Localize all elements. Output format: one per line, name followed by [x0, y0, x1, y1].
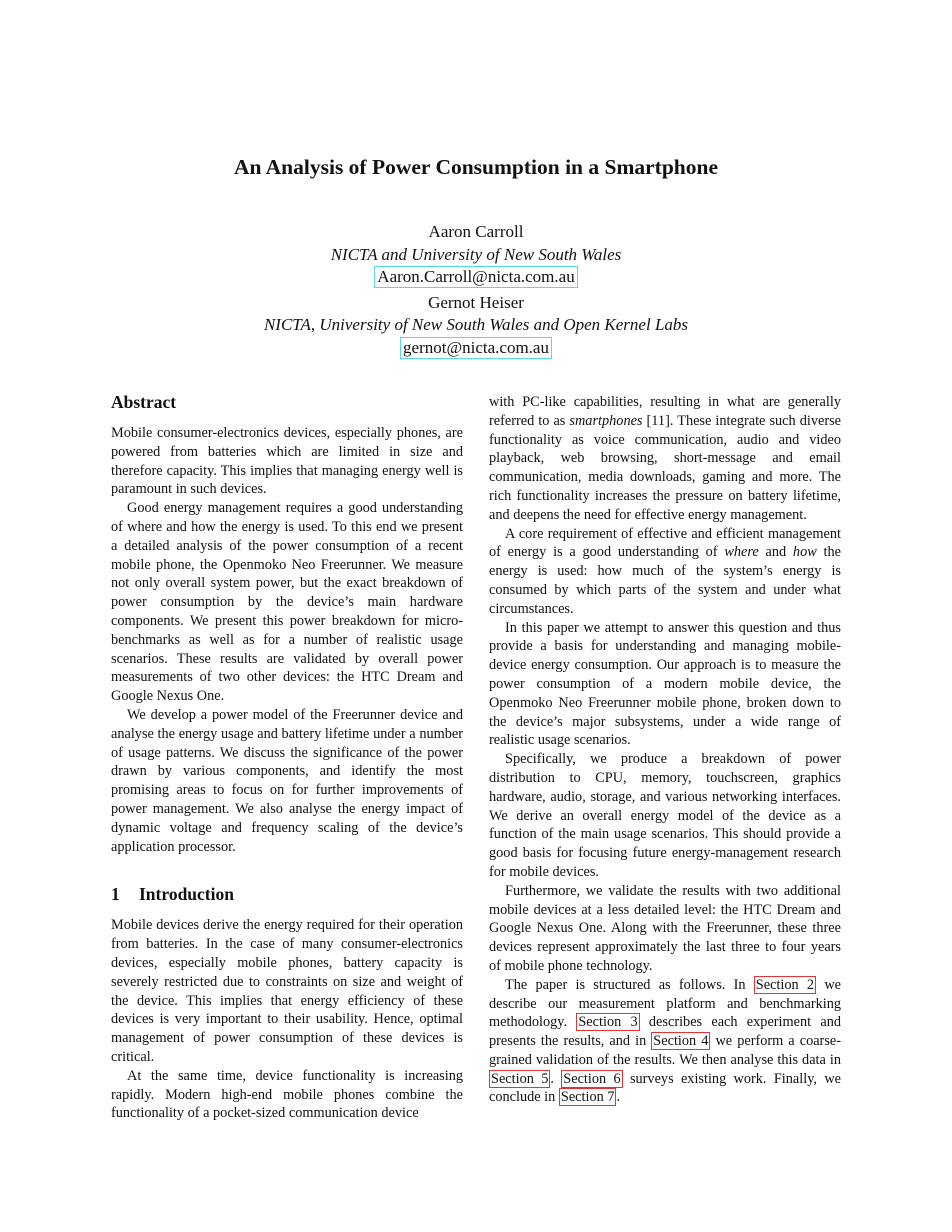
author-affiliation: NICTA, University of New South Wales and Open Kernel Labs: [263, 315, 689, 334]
intro-heading: [111, 882, 463, 906]
abstract-paragraph: Good energy management requires a good understanding of where and how the energy is used. To this end we present a detailed analysis of the power consumption of a recent mobile phone, the Openmoko Neo Freerunner. We measure not only overall system power, but the exact breakdown of power consumption by the device’s main hardware components. We present this power breakdown for micro-benchmarks as well as for a number of realistic usage scenarios. These results are validated by overall power measurements of two other devices: the HTC Dream and Google Nexus One.: [111, 500, 463, 705]
intro-paragraph: Specifically, we produce a breakdown of power distribution to CPU, memory, touchscreen, graphics hardware, audio, storage, and various networking interfaces. We derive an overall energy model of the device as a function of the main usage scenarios. This should provide a good basis for focusing future energy-management research for mobile devices.: [489, 751, 841, 880]
author-name: Aaron Carroll: [428, 222, 524, 241]
section-6-link[interactable]: Section 6: [563, 1070, 621, 1087]
intro-paragraph: A core requirement of effective and efficient management of energy is a good understanding of where and how the energy is used: how much of the system’s energy is consumed by which parts of the system and under what circumstances.: [489, 525, 841, 617]
section-4-link[interactable]: Section 4: [653, 1033, 709, 1050]
intro-paragraph: Mobile devices derive the energy required for their operation from batteries. In the case of many consumer-electronics devices, especially mobile phones, battery capacity is severely restricted due to constraints on size and weight of the device. This implies that energy efficiency of these devices is very important to their usability. Hence, optimal management of power consumption of these devices is critical.: [111, 917, 463, 1065]
author-email-link[interactable]: Aaron.Carroll@nicta.com.au: [374, 266, 577, 288]
emphasis-term: where: [724, 544, 759, 561]
abstract-heading: Abstract: [111, 392, 177, 412]
author-email-link[interactable]: gernot@nicta.com.au: [400, 337, 552, 359]
section-number: 1: [111, 884, 120, 905]
section-5-link[interactable]: Section 5: [491, 1070, 549, 1087]
intro-paragraph-structure: The paper is structured as follows. In Section 2 we describe our measurement platform and benchmarking methodology. Section 3 describes each experiment and presents the results, and in Section 4 we perform a coarse-grained validation of the results. We then analyse this data in Section 5 . Section 6 surveys existing work. Finally, we conclude in Section 7 .: [489, 976, 842, 1106]
emphasis-term: how: [792, 544, 817, 561]
section-7-link[interactable]: Section 7: [560, 1089, 615, 1106]
author-2: [0, 292, 952, 360]
paper-title: An Analysis of Power Consumption in a Smartphone: [233, 155, 719, 179]
right-column: [489, 393, 841, 1107]
abstract-paragraph: Mobile consumer-electronics devices, especially phones, are powered from batteries which are limited in size and therefore capacity. This implies that managing energy well is paramount in such devices.: [111, 425, 463, 498]
author-affiliation: NICTA and University of New South Wales: [330, 244, 622, 264]
section-title: Introduction: [139, 884, 234, 905]
abstract-paragraph: We develop a power model of the Freerunner device and analyse the energy usage and battery lifetime under a number of usage patterns. We discuss the significance of the power drawn by various components, and identify the most promising areas to focus on for further improvements of power management. We also analyse the energy impact of dynamic voltage and frequency scaling of the device’s application processor.: [111, 706, 463, 855]
author-name: Gernot Heiser: [428, 292, 524, 312]
intro-paragraph-continued: with PC-like capabilities, resulting in what are generally referred to as smartphones [11]. These integrate such diverse functionality as voice communication, audio and video playback, web browsing, short-message and email communication, media downloads, gaming and more. The rich functionality increases the pressure on battery lifetime, and deepens the need for effective energy management.: [489, 394, 841, 523]
emphasis-term: smartphones: [569, 412, 643, 429]
intro-paragraph: Furthermore, we validate the results with two additional mobile devices at a less detailed level: the HTC Dream and Google Nexus One. Along with the Freerunner, these three devices represent approximately the last three to four years of mobile phone technology.: [489, 882, 841, 974]
intro-paragraph: At the same time, device functionality is increasing rapidly. Modern high-end mobile phones combine the functionality of a pocket-sized communication device: [111, 1067, 463, 1122]
left-column: [111, 390, 463, 1123]
section-2-link[interactable]: Section 2: [755, 976, 815, 993]
section-3-link[interactable]: Section 3: [578, 1014, 638, 1031]
author-1: [0, 221, 952, 289]
intro-paragraph: In this paper we attempt to answer this question and thus provide a basis for understanding and managing mobile-device energy consumption. Our approach is to measure the power consumption of a modern mobile device, the Openmoko Neo Freerunner mobile phone, broken down to the device’s major subsystems, under a wide range of realistic usage scenarios.: [489, 619, 841, 749]
author-list: [0, 221, 952, 359]
